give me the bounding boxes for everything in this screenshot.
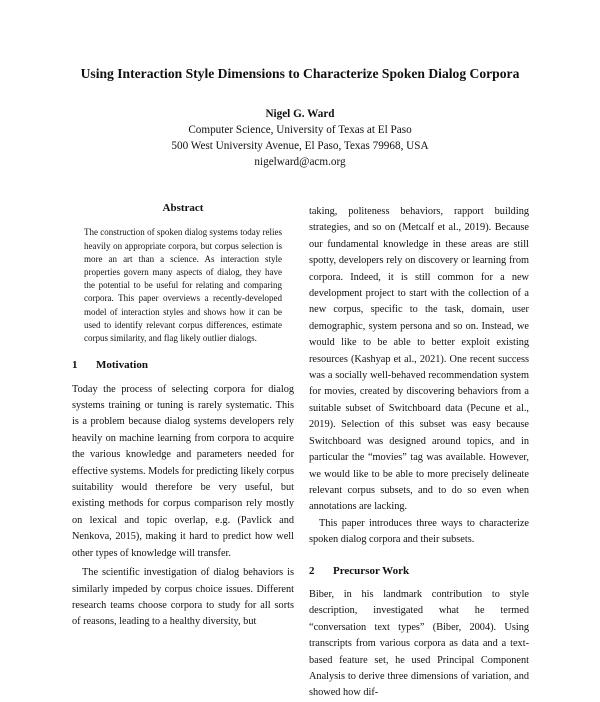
section-title: Precursor Work — [333, 564, 410, 577]
author-email: nigelward@acm.org — [254, 156, 346, 168]
motivation-paragraph-2: The scientific investigation of dialog behaviors is similarly impeded by corpus choice issues. Different research teams choose corpora to study for all sorts of reasons, leading to a healthy diversity, but — [72, 567, 294, 628]
author-affiliation: Computer Science, University of Texas at El Paso — [188, 124, 412, 136]
abstract-heading: Abstract — [162, 202, 204, 214]
right-column — [309, 204, 529, 702]
author-block — [0, 106, 600, 170]
section-heading-motivation — [72, 357, 294, 373]
paper-title: Using Interaction Style Dimensions to Characterize Spoken Dialog Corpora — [80, 66, 520, 81]
motivation-paragraph-2-continued: taking, politeness behaviors, rapport building strategies, and so on (Metcalf et al., 2019). Because our fundamental knowledge in these areas are still spotty, developers rely on discovery or learning from corpora. Indeed, it is still common for a new development project to start with the collection of a new corpus, specific to the task, domain, user demographic, system persona and so on. Instead, we would like to be able to better exploit existing resources (Kashyap et al., 2021). One recent success was a socially well-behaved recommendation system for movies, created by discovering behaviors from a suitable subset of Switchboard data (Pecune et al., 2019). Selection of this subset was easy because Switchboard was designed around topics, and in particular the “movies” tag was available. However, we would like to be able to more precisely delineate relevant corpus subsets, and to do so even when annotations are lacking. — [309, 206, 529, 513]
section-title: Motivation — [96, 359, 148, 372]
precursor-paragraph-1: Biber, in his landmark contribution to style description, investigated what he termed “conversation text types” (Biber, 2004). Using transcripts from various corpora as data and a text-based feature set, he used Principal Component Analysis to derive three dimensions of variation, and showed how dif- — [309, 588, 529, 699]
section-heading-precursor-work — [309, 563, 529, 579]
abstract-text: The construction of spoken dialog systems today relies heavily on appropriate corpora, but corpus selection is more an art than a science. As interaction style properties govern many aspects of dialog, they have the potential to be useful for relating and comparing corpora. This paper overviews a recently-developed model of interaction styles and shows how it can be used to identify relevant corpus differences, estimate corpus similarity, and flag likely outlier dialogs. — [84, 227, 282, 344]
motivation-paragraph-1: Today the process of selecting corpora for dialog systems training or tuning is rarely systematic. This is a problem because dialog systems developers rely heavily on machine learning from corpora to acquire the various knowledge and parameters needed for effective systems. Models for predicting likely corpus suitability would therefore be very useful, but existing methods for corpus comparison rely mostly on lexical and topic overlap, e.g. (Pavlick and Nenkova, 2015), making it hard to predict how well other types of knowledge will transfer. — [72, 383, 294, 559]
section-number: 1 — [72, 359, 78, 372]
section-number: 2 — [309, 564, 315, 577]
author-name: Nigel G. Ward — [265, 108, 335, 120]
motivation-paragraph-3: This paper introduces three ways to characterize spoken dialog corpora and their subsets. — [309, 517, 529, 546]
left-column — [72, 200, 294, 631]
author-address: 500 West University Avenue, El Paso, Texas 79968, USA — [171, 140, 429, 152]
